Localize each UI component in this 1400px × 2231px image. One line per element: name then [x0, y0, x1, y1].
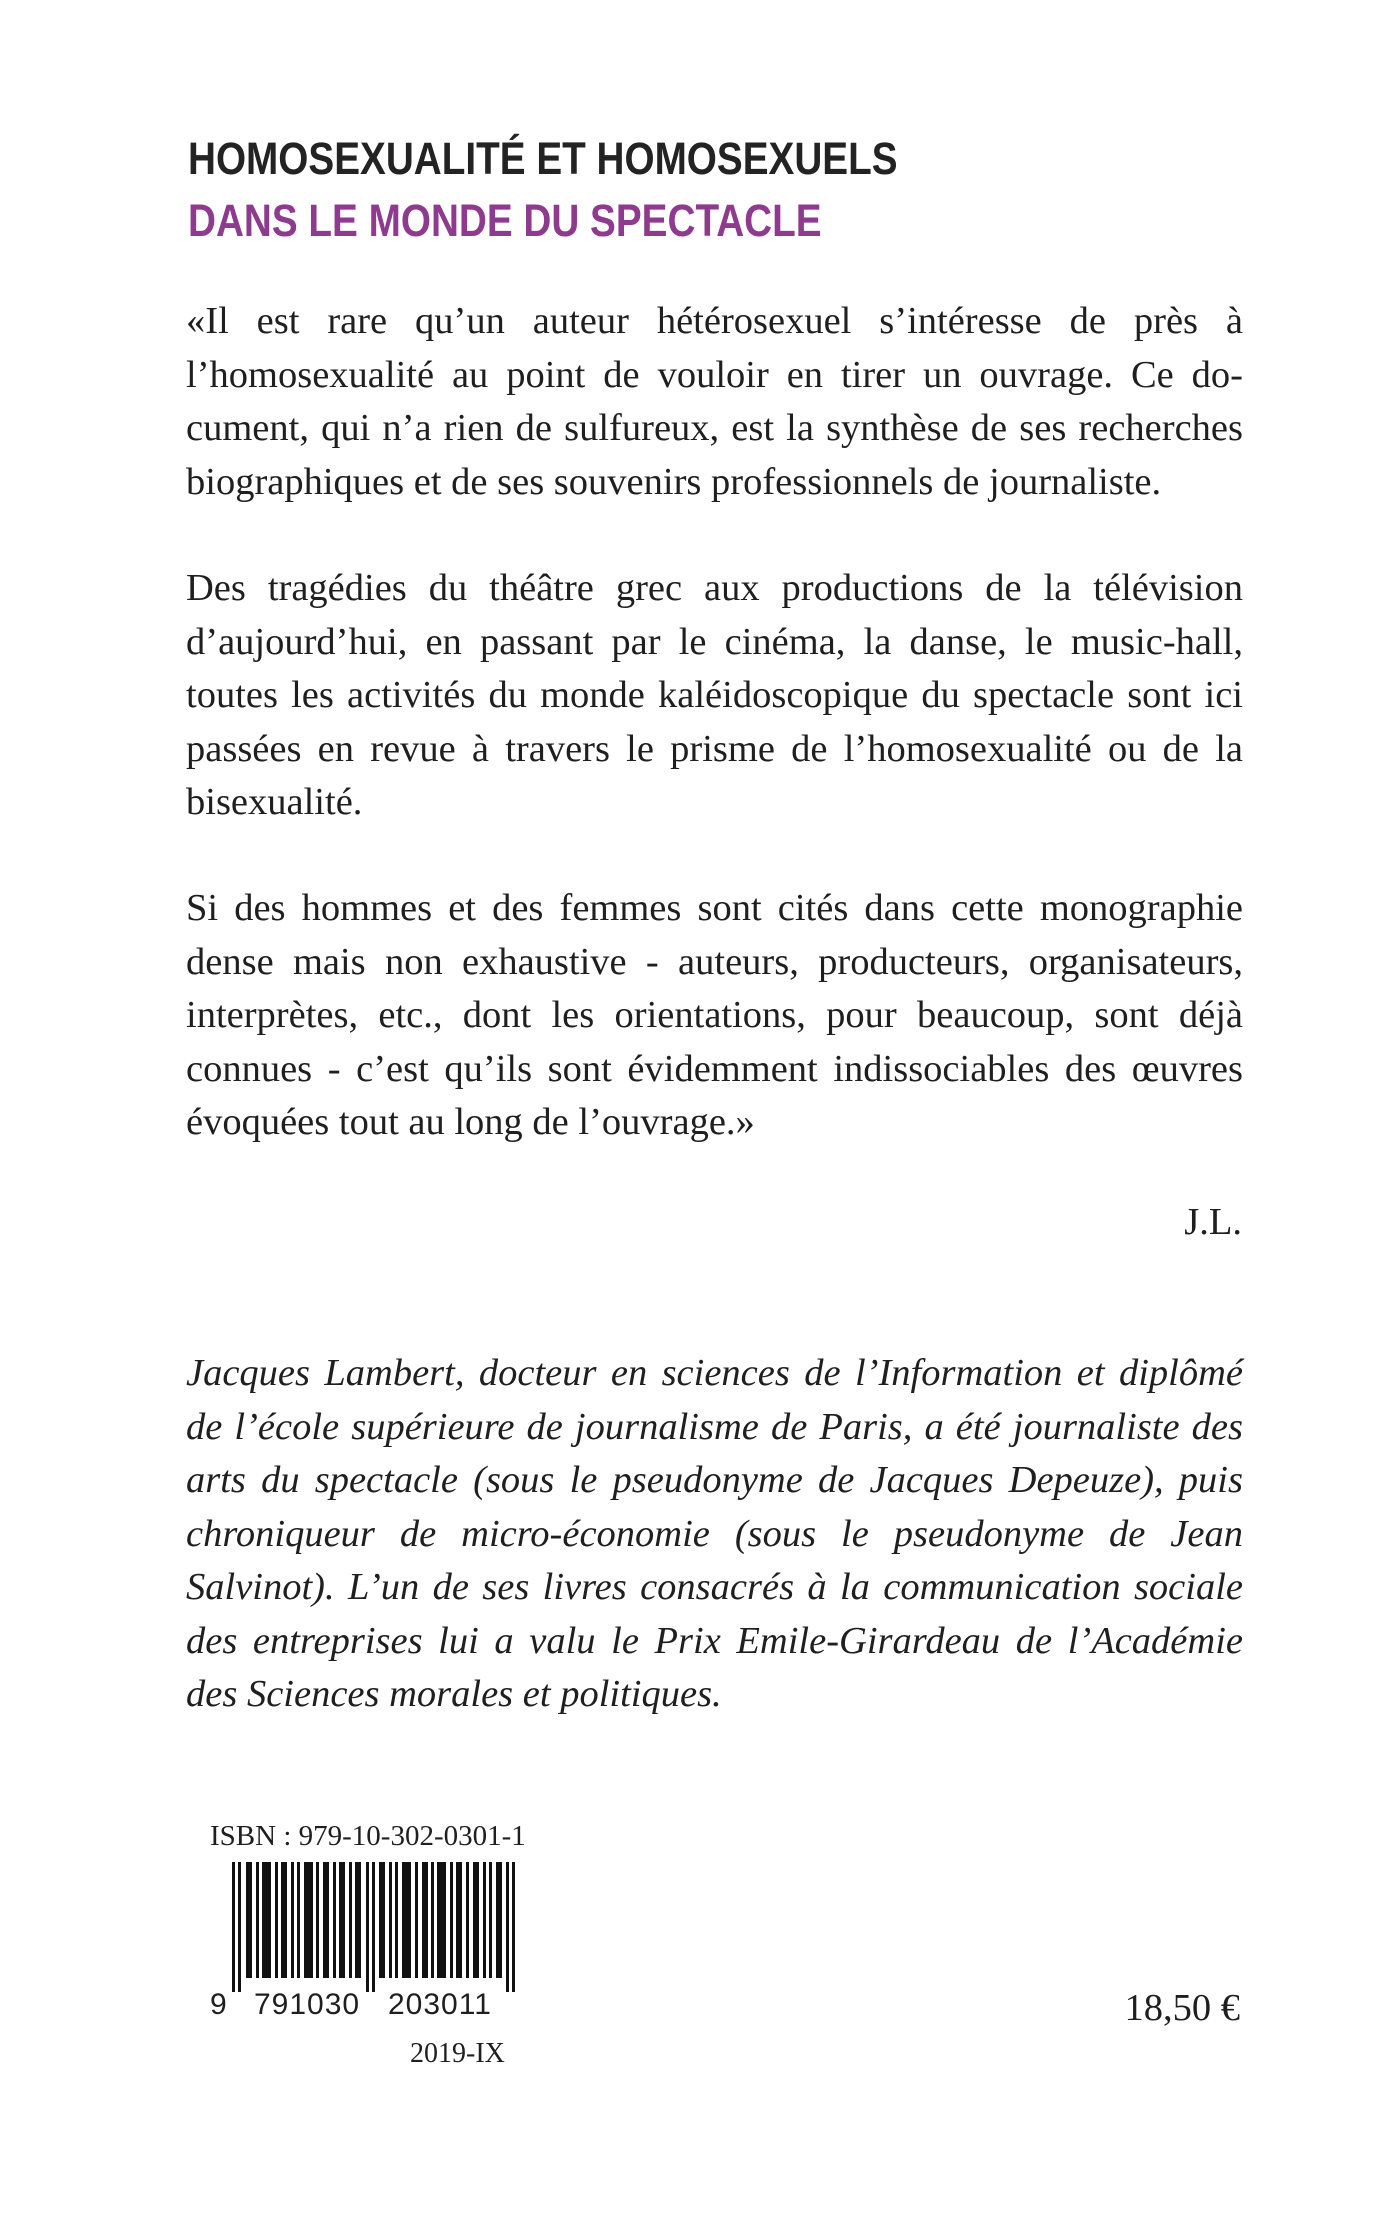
isbn-label: ISBN : 979-10-302-0301-1 — [210, 1820, 526, 1852]
barcode-digits — [210, 1985, 538, 2025]
blurb-paragraph-3: Si des hommes et des femmes sont cités dans cette monographie dense mais non exhaustive - auteurs, producteurs, organisateurs, interprètes, etc., dont les orientations, pour beaucoup, sont déjà connues - c’est qu’ils sont évidemment indissociables des œuvres évoquées tout au long de l’ouvrage.» — [186, 887, 1243, 1143]
author-bio: Jacques Lambert, docteur en sciences de l’Information et diplômé de l’école supérieure de journalisme de Paris, a été journaliste des arts du spectacle (sous le pseudonyme de Jacques Depeuze), puis chroniqueur de micro-économie (sous le pseudonyme de Jean Salvinot). L’un de ses livres consacrés à la communication sociale des entreprises lui a valu le Prix Emile-Girardeau de l’Académie des Sciences morales et politiques. — [186, 1352, 1243, 1715]
title-line-1: HOMOSEXUALITÉ ET HOMOSEXUELS — [188, 133, 898, 184]
barcode-icon — [210, 1862, 532, 1992]
edition-code: 2019-IX — [410, 2038, 505, 2069]
barcode-digit-group-2: 203011 — [388, 1988, 492, 2021]
blurb-signature: J.L. — [1184, 1201, 1242, 1243]
barcode-digit-first: 9 — [210, 1988, 227, 2021]
title-line-2: DANS LE MONDE DU SPECTACLE — [188, 195, 822, 246]
blurb-paragraph-2: Des tragédies du théâtre grec aux productions de la télévision d’aujourd’hui, en passant par le cinéma, la danse, le music-hall, toutes les activités du monde kaléidoscopique du spectacle sont ici passées en revue à travers le prisme de l’homosexualité ou de la bisexualité. — [186, 567, 1243, 823]
price: 18,50 € — [1124, 1987, 1240, 2029]
blurb-paragraph-1: «Il est rare qu’un auteur hétérosexuel s’intéresse de près à l’homosexualité au point de vouloir en tirer un ouvrage. Ce document, qui n’a rien de sulfureux, est la synthèse de ses recherches biographiques et de ses souvenirs professionnels de journaliste. — [186, 300, 1243, 503]
book-title — [188, 128, 1091, 252]
barcode-digit-group-1: 791030 — [254, 1988, 361, 2021]
